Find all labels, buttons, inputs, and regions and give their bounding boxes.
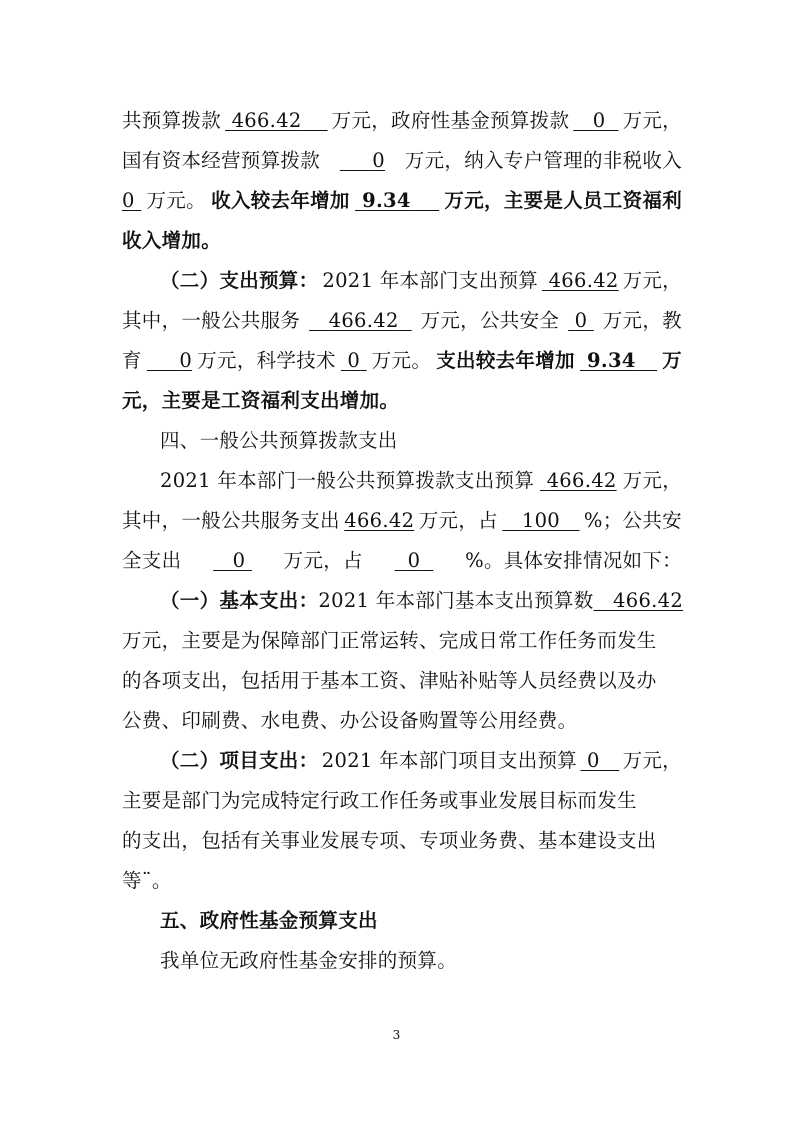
underlined-value: 466.42 <box>328 309 399 332</box>
para-line-6: 其中，一般公共服务 466.42 万元，公共安全 0 万元，教 <box>122 304 682 338</box>
underlined-value: 466.42 <box>546 469 617 492</box>
underlined-value: 0 <box>179 349 193 372</box>
para-line-19: 的支出，包括有关事业发展专项、专项业务费、基本建设支出 <box>122 829 657 852</box>
underlined-value: 0 <box>372 149 386 172</box>
underlined-value: 0 <box>574 309 588 332</box>
para-line-1: 共预算拨款 466.42 万元，政府性基金预算拨款 0 万元， <box>122 104 682 138</box>
subheading-expenditure-budget: （二）支出预算： 2021 年本部门支出预算 466.42 万元， <box>160 264 682 298</box>
para-line-2: 国有资本经营预算拨款 0 万元，纳入专户管理的非税收入 <box>122 144 682 178</box>
para-line-12: 全支出 0 万元，占 0 %。具体安排情况如下： <box>122 544 682 578</box>
para-line-11: 其中，一般公共服务支出 466.42 万元，占 100 %；公共安 <box>122 504 682 538</box>
underlined-value: 466.42 <box>613 589 684 612</box>
para-line-3: 0 万元。 收入较去年增加 9.34 万元，主要是人员工资福利 <box>122 184 682 218</box>
underlined-value: 9.34 <box>362 189 411 212</box>
section-heading-4: 四、一般公共预算拨款支出 <box>160 429 398 452</box>
underlined-value: 0 <box>592 109 606 132</box>
para-line-18: 主要是部门为完成特定行政工作任务或事业发展目标而发生 <box>122 789 637 812</box>
underlined-value: 0 <box>122 189 135 212</box>
underlined-value: 466.42 <box>344 509 415 532</box>
para-line-7: 育 0 万元，科学技术 0 万元。 支出较去年增加 9.34 万 <box>122 344 682 378</box>
para-line-16: 公费、印刷费、水电费、办公设备购置等公用经费。 <box>122 709 578 732</box>
underlined-value: 9.34 <box>587 349 636 372</box>
underlined-value: 0 <box>407 549 421 572</box>
underlined-value: 466.42 <box>548 269 619 292</box>
page-number: 3 <box>392 1028 401 1042</box>
para-line-8: 元，主要是工资福利支出增加。 <box>122 389 400 412</box>
para-line-4: 收入增加。 <box>122 229 222 252</box>
underlined-value: 466.42 <box>231 109 302 132</box>
subheading-project-expenditure: （二）项目支出： 2021 年本部门项目支出预算 0 万元， <box>160 744 682 778</box>
underlined-value: 100 <box>521 509 560 532</box>
underlined-value: 0 <box>586 749 600 772</box>
para-line-10: 2021 年本部门一般公共预算拨款支出预算 466.42 万元， <box>160 464 682 498</box>
para-line-22: 我单位无政府性基金安排的预算。 <box>160 949 458 972</box>
para-line-20: 等¨。 <box>122 869 172 892</box>
subheading-basic-expenditure: （一）基本支出： 2021 年本部门基本支出预算数 466.42 <box>160 584 682 618</box>
underlined-value: 0 <box>232 549 246 572</box>
section-heading-5: 五、政府性基金预算支出 <box>160 909 378 932</box>
para-line-14: 万元，主要是为保障部门正常运转、完成日常工作任务而发生 <box>122 629 657 652</box>
para-line-15: 的各项支出，包括用于基本工资、津贴补贴等人员经费以及办 <box>122 669 657 692</box>
underlined-value: 0 <box>347 349 361 372</box>
